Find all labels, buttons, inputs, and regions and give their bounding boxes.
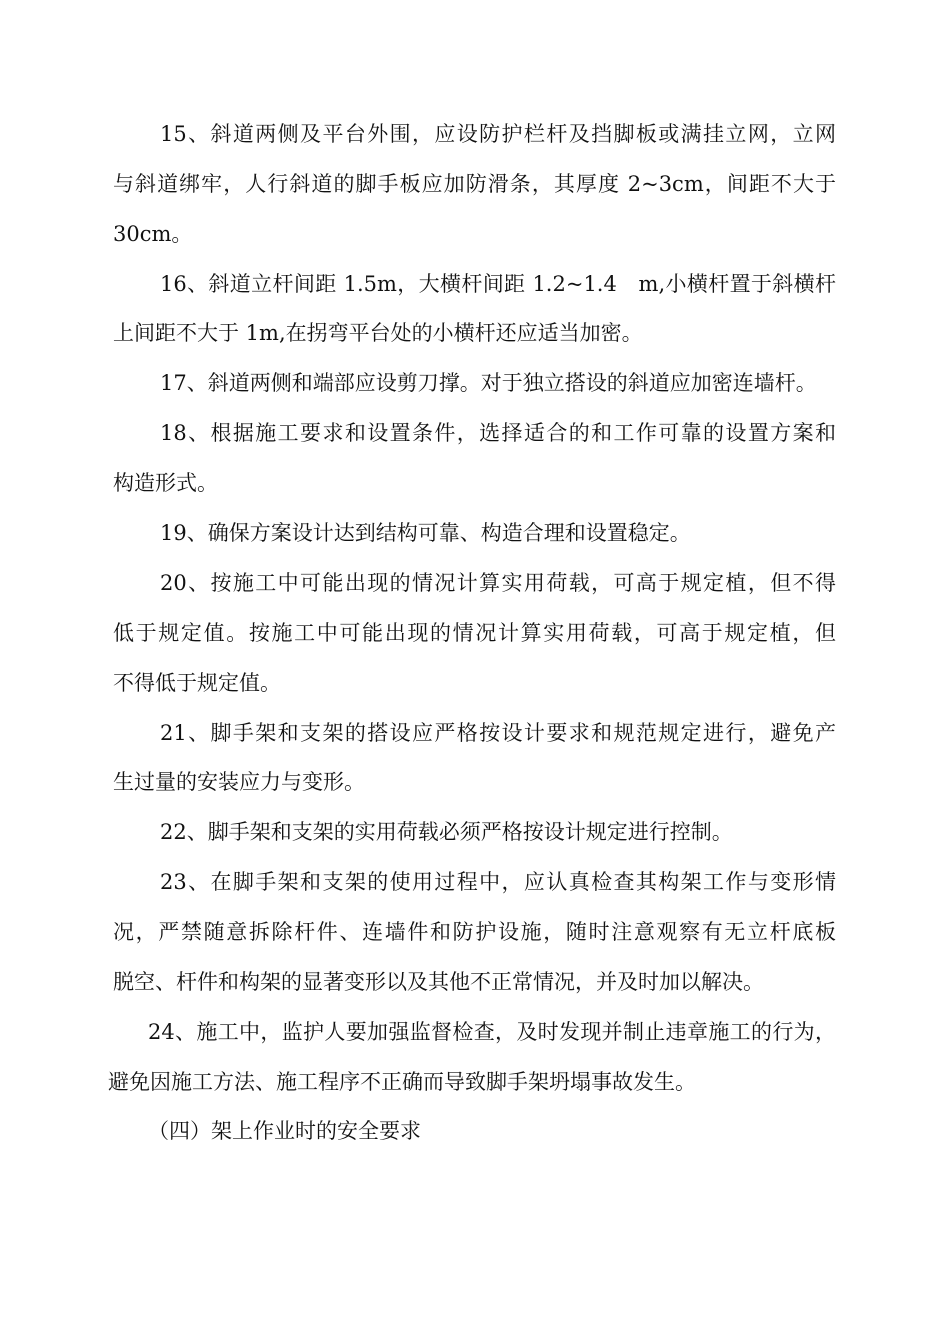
paragraph-23-line-3: 脱空、杆件和构架的显著变形以及其他不正常情况，并及时加以解决。 <box>113 970 764 994</box>
paragraph-18-line-2: 构造形式。 <box>113 471 218 495</box>
section-heading: （四）架上作业时的安全要求 <box>148 1119 421 1143</box>
paragraph-16-line-1: 16、斜道立杆间距 1.5m，大横杆间距 1.2~1.4 m,小横杆置于斜横杆 <box>160 272 836 296</box>
paragraph-15-line-1: 15、斜道两侧及平台外围，应设防护栏杆及挡脚板或满挂立网，立网 <box>160 122 836 146</box>
paragraph-21-line-2: 生过量的安装应力与变形。 <box>113 770 365 794</box>
paragraph-23-line-1: 23、在脚手架和支架的使用过程中，应认真检查其构架工作与变形情 <box>160 870 836 894</box>
paragraph-23-line-2: 况，严禁随意拆除杆件、连墙件和防护设施，随时注意观察有无立杆底板 <box>113 920 836 944</box>
paragraph-15-line-3: 30cm。 <box>113 222 193 246</box>
paragraph-24-line-2: 避免因施工方法、施工程序不正确而导致脚手架坍塌事故发生。 <box>108 1070 696 1094</box>
paragraph-19-line-1: 19、确保方案设计达到结构可靠、构造合理和设置稳定。 <box>160 521 691 545</box>
paragraph-16-line-2: 上间距不大于 1m,在拐弯平台处的小横杆还应适当加密。 <box>113 321 643 345</box>
paragraph-24-line-1: 24、施工中，监护人要加强监督检查，及时发现并制止违章施工的行为， <box>148 1020 836 1044</box>
paragraph-20-line-3: 不得低于规定值。 <box>113 671 281 695</box>
paragraph-20-line-1: 20、按施工中可能出现的情况计算实用荷载，可高于规定植，但不得 <box>160 571 836 595</box>
paragraph-21-line-1: 21、脚手架和支架的搭设应严格按设计要求和规范规定进行，避免产 <box>160 721 836 745</box>
paragraph-15-line-2: 与斜道绑牢，人行斜道的脚手板应加防滑条，其厚度 2~3cm，间距不大于 <box>113 172 836 196</box>
paragraph-20-line-2: 低于规定值。按施工中可能出现的情况计算实用荷载，可高于规定植，但 <box>113 621 836 645</box>
paragraph-17-line-1: 17、斜道两侧和端部应设剪刀撑。对于独立搭设的斜道应加密连墙杆。 <box>160 371 817 395</box>
paragraph-18-line-1: 18、根据施工要求和设置条件，选择适合的和工作可靠的设置方案和 <box>160 421 836 445</box>
paragraph-22-line-1: 22、脚手架和支架的实用荷载必须严格按设计规定进行控制。 <box>160 820 733 844</box>
